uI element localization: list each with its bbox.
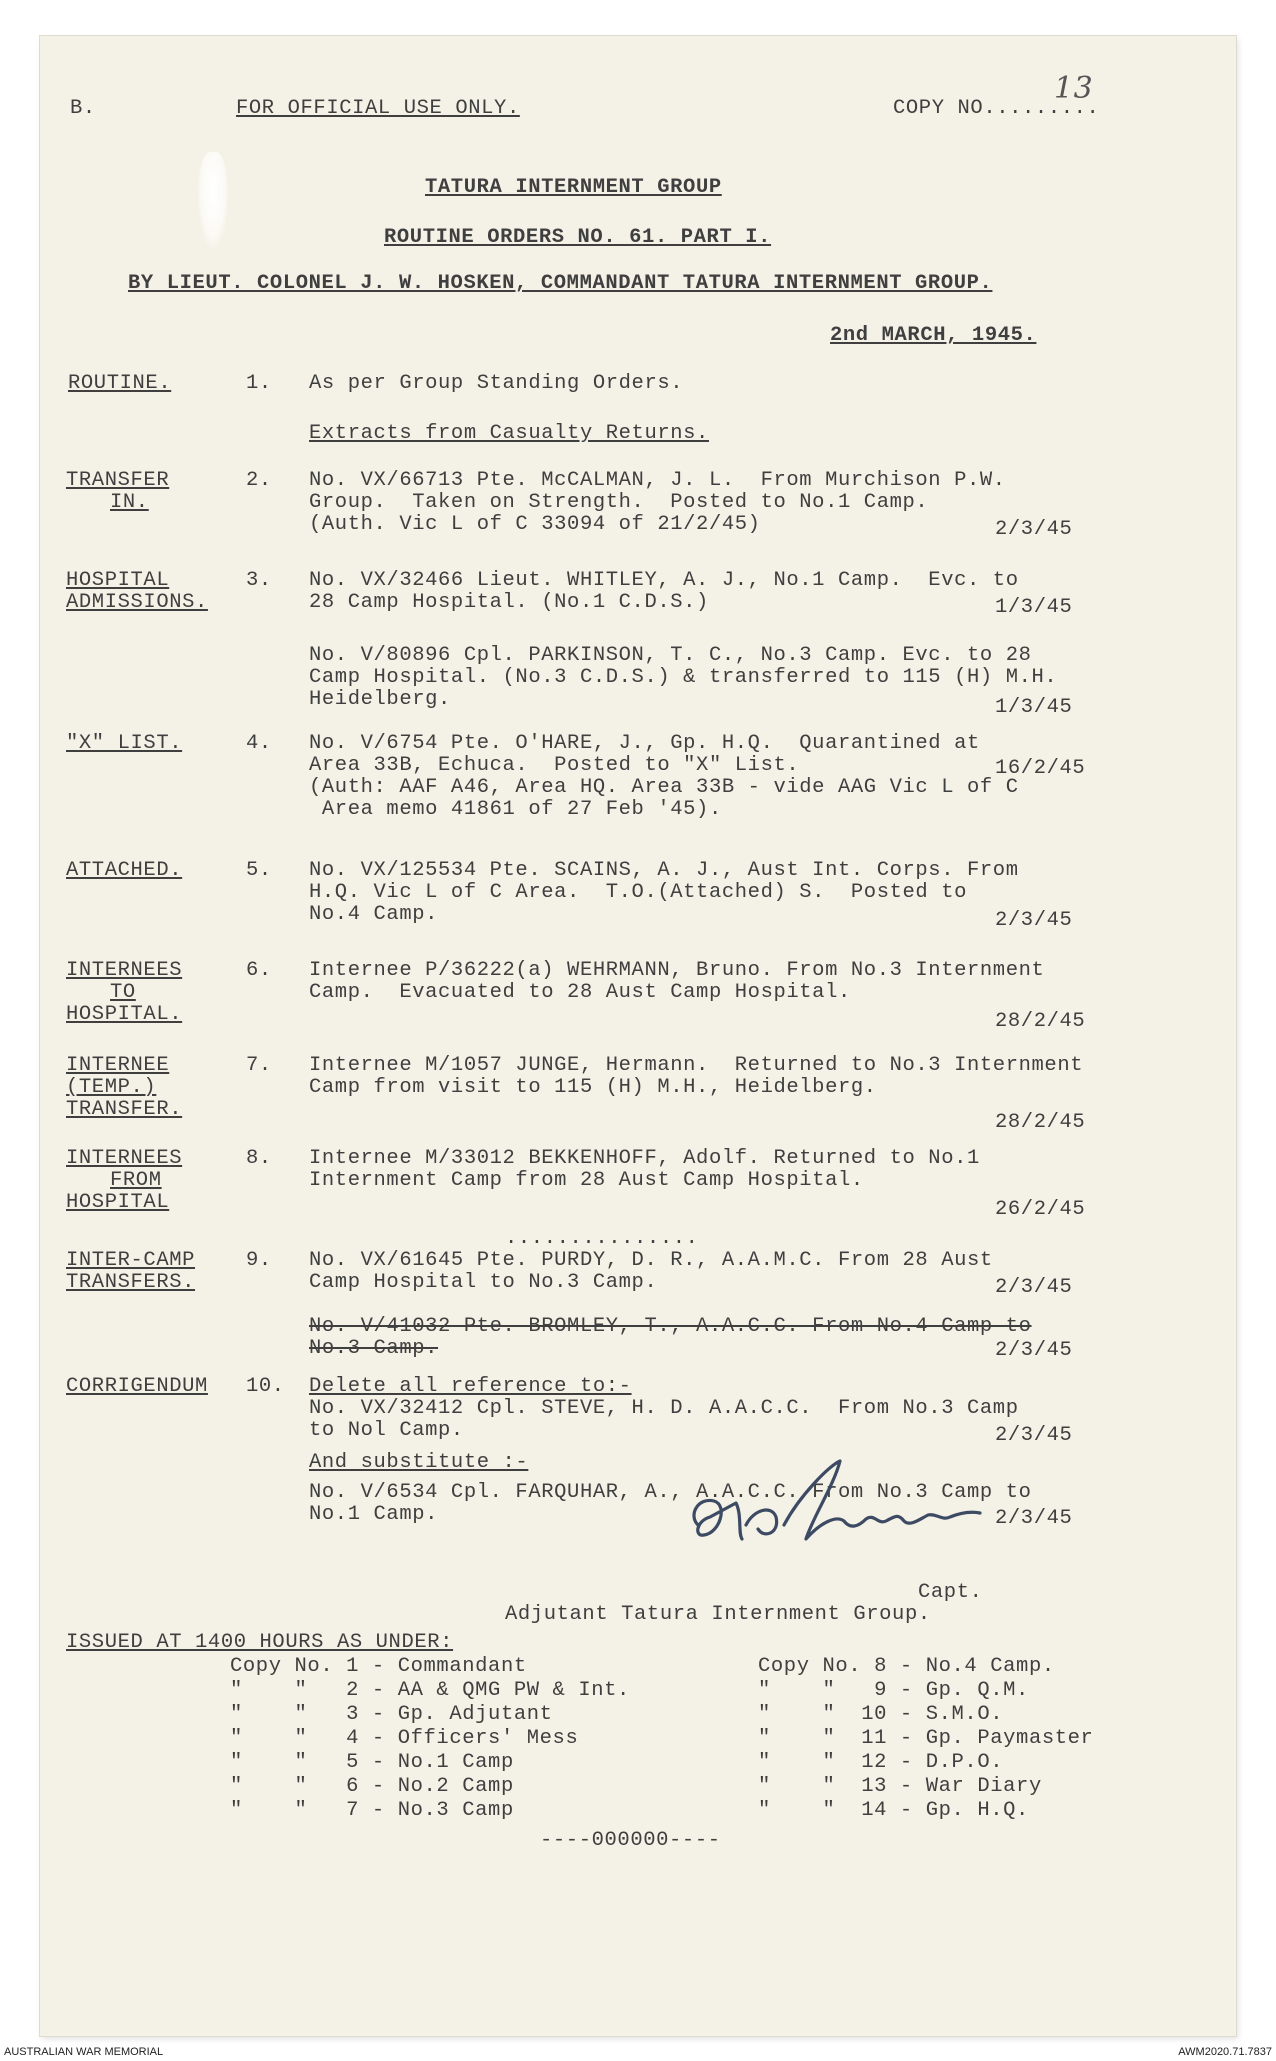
signatory-rank: Capt. bbox=[918, 1581, 983, 1604]
distribution-entry: " " 14 - Gp. H.Q. bbox=[758, 1799, 1029, 1822]
item-date: 28/2/45 bbox=[995, 1010, 1086, 1033]
item-number: 9. bbox=[246, 1249, 272, 1272]
item-date: 2/3/45 bbox=[995, 1424, 1073, 1447]
heading-internees-from-hospital: HOSPITAL bbox=[66, 1191, 170, 1214]
item-date: 2/3/45 bbox=[995, 518, 1073, 541]
distribution-entry: " " 13 - War Diary bbox=[758, 1775, 1042, 1798]
item-line: Camp Hospital. (No.3 C.D.S.) & transferred to 115 (H) M.H. bbox=[309, 666, 1058, 689]
orders-title: ROUTINE ORDERS NO. 61. PART I. bbox=[384, 226, 772, 249]
item-number: 2. bbox=[246, 469, 272, 492]
item-line: No.1 Camp. bbox=[309, 1503, 439, 1526]
heading-transfer-in: TRANSFER bbox=[66, 469, 170, 492]
distribution-entry: " " 2 - AA & QMG PW & Int. bbox=[230, 1679, 630, 1702]
item-line: No. VX/61645 Pte. PURDY, D. R., A.A.M.C. From 28 Aust bbox=[309, 1249, 993, 1272]
item-line: And substitute :- bbox=[309, 1451, 529, 1474]
item-date: 2/3/45 bbox=[995, 909, 1073, 932]
item-line: As per Group Standing Orders. bbox=[309, 372, 684, 395]
item-date: 2/3/45 bbox=[995, 1339, 1073, 1362]
item-date: 2/3/45 bbox=[995, 1507, 1073, 1530]
item-line: No. VX/125534 Pte. SCAINS, A. J., Aust Int. Corps. From bbox=[309, 859, 1019, 882]
item-line: No. VX/66713 Pte. McCALMAN, J. L. From Murchison P.W. bbox=[309, 469, 1006, 492]
heading-internees-to-hospital: HOSPITAL. bbox=[66, 1003, 183, 1026]
heading-internees-to-hospital: TO bbox=[110, 981, 136, 1004]
item-line: Area 33B, Echuca. Posted to "X" List. bbox=[309, 754, 800, 777]
end-mark: ----000000---- bbox=[540, 1829, 721, 1852]
item-line: Camp. Evacuated to 28 Aust Camp Hospital. bbox=[309, 981, 851, 1004]
item-line: No. V/6754 Pte. O'HARE, J., Gp. H.Q. Quarantined at bbox=[309, 732, 980, 755]
footer-archive-name: AUSTRALIAN WAR MEMORIAL bbox=[4, 2046, 164, 2058]
struck-line: No. V/41032 Pte. BROMLEY, T., A.A.C.C. From No.4 Camp to bbox=[309, 1315, 1032, 1338]
item-date: 2/3/45 bbox=[995, 1276, 1073, 1299]
distribution-entry: Copy No. 1 - Commandant bbox=[230, 1655, 527, 1678]
footer-accession-number: AWM2020.71.7837 bbox=[1178, 2046, 1272, 2058]
heading-internee-temp-transfer: INTERNEE bbox=[66, 1054, 170, 1077]
heading-inter-camp-transfers: INTER-CAMP bbox=[66, 1249, 196, 1272]
item-line: Internee P/36222(a) WEHRMANN, Bruno. From No.3 Internment bbox=[309, 959, 1045, 982]
item-line: Internee M/1057 JUNGE, Hermann. Returned to No.3 Internment bbox=[309, 1054, 1084, 1077]
copy-number-label: COPY NO......... bbox=[893, 97, 1100, 120]
item-number: 3. bbox=[246, 569, 272, 592]
distribution-entry: " " 6 - No.2 Camp bbox=[230, 1775, 514, 1798]
distribution-entry: " " 5 - No.1 Camp bbox=[230, 1751, 514, 1774]
heading-routine: ROUTINE. bbox=[68, 372, 172, 395]
distribution-entry: " " 9 - Gp. Q.M. bbox=[758, 1679, 1029, 1702]
heading-hospital-admissions: ADMISSIONS. bbox=[66, 591, 208, 614]
heading-internees-from-hospital: FROM bbox=[110, 1169, 162, 1192]
item-number: 1. bbox=[246, 372, 272, 395]
pin-hole-mark bbox=[198, 152, 228, 248]
item-line: (Auth. Vic L of C 33094 of 21/2/45) bbox=[309, 513, 761, 536]
heading-internees-from-hospital: INTERNEES bbox=[66, 1147, 183, 1170]
document-title: TATURA INTERNMENT GROUP bbox=[425, 176, 722, 199]
copy-number-handwritten: 13 bbox=[1054, 71, 1094, 106]
item-number: 6. bbox=[246, 959, 272, 982]
item-date: 28/2/45 bbox=[995, 1111, 1086, 1134]
item-line: No. V/80896 Cpl. PARKINSON, T. C., No.3 Camp. Evc. to 28 bbox=[309, 644, 1032, 667]
heading-internee-temp-transfer: TRANSFER. bbox=[66, 1098, 183, 1121]
dotted-separator: ............... bbox=[505, 1227, 699, 1250]
item-number: 4. bbox=[246, 732, 272, 755]
item-date: 1/3/45 bbox=[995, 696, 1073, 719]
heading-attached: ATTACHED. bbox=[66, 859, 183, 882]
item-line: Group. Taken on Strength. Posted to No.1 Camp. bbox=[309, 491, 929, 514]
item-line: No.4 Camp. bbox=[309, 903, 439, 926]
item-line: No. VX/32466 Lieut. WHITLEY, A. J., No.1 Camp. Evc. to bbox=[309, 569, 1019, 592]
item-line: Camp from visit to 115 (H) M.H., Heidelberg. bbox=[309, 1076, 877, 1099]
item-line: No. V/6534 Cpl. FARQUHAR, A., A.A.C.C. From No.3 Camp to bbox=[309, 1481, 1032, 1504]
item-line: Internee M/33012 BEKKENHOFF, Adolf. Returned to No.1 bbox=[309, 1147, 980, 1170]
distribution-entry: " " 12 - D.P.O. bbox=[758, 1751, 1004, 1774]
item-date: 16/2/45 bbox=[995, 757, 1086, 780]
classification: FOR OFFICIAL USE ONLY. bbox=[236, 97, 520, 120]
order-date: 2nd MARCH, 1945. bbox=[830, 324, 1037, 347]
by-line: BY LIEUT. COLONEL J. W. HOSKEN, COMMANDANT TATURA INTERNMENT GROUP. bbox=[128, 272, 993, 295]
item-line: to Nol Camp. bbox=[309, 1419, 464, 1442]
item-line: 28 Camp Hospital. (No.1 C.D.S.) bbox=[309, 591, 709, 614]
section-title-casualty-returns: Extracts from Casualty Returns. bbox=[309, 422, 709, 445]
heading-corrigendum: CORRIGENDUM bbox=[66, 1375, 208, 1398]
item-line: No. VX/32412 Cpl. STEVE, H. D. A.A.C.C. From No.3 Camp bbox=[309, 1397, 1019, 1420]
item-line: H.Q. Vic L of C Area. T.O.(Attached) S. Posted to bbox=[309, 881, 968, 904]
item-line: (Auth: AAF A46, Area HQ. Area 33B - vide AAG Vic L of C bbox=[309, 776, 1019, 799]
item-line: Internment Camp from 28 Aust Camp Hospital. bbox=[309, 1169, 864, 1192]
distribution-entry: " " 3 - Gp. Adjutant bbox=[230, 1703, 553, 1726]
distribution-heading: ISSUED AT 1400 HOURS AS UNDER: bbox=[66, 1631, 454, 1654]
heading-transfer-in: IN. bbox=[110, 491, 149, 514]
distribution-entry: " " 4 - Officers' Mess bbox=[230, 1727, 579, 1750]
struck-line: No.3 Camp. bbox=[309, 1337, 439, 1360]
item-number: 5. bbox=[246, 859, 272, 882]
page-marker: B. bbox=[70, 97, 96, 120]
item-line: Delete all reference to:- bbox=[309, 1375, 632, 1398]
distribution-entry: Copy No. 8 - No.4 Camp. bbox=[758, 1655, 1055, 1678]
distribution-entry: " " 11 - Gp. Paymaster bbox=[758, 1727, 1094, 1750]
distribution-entry: " " 7 - No.3 Camp bbox=[230, 1799, 514, 1822]
item-date: 26/2/45 bbox=[995, 1198, 1086, 1221]
item-number: 7. bbox=[246, 1054, 272, 1077]
heading-hospital-admissions: HOSPITAL bbox=[66, 569, 170, 592]
heading-internees-to-hospital: INTERNEES bbox=[66, 959, 183, 982]
item-line: Heidelberg. bbox=[309, 688, 451, 711]
heading-inter-camp-transfers: TRANSFERS. bbox=[66, 1271, 196, 1294]
heading-internee-temp-transfer: (TEMP.) bbox=[66, 1076, 157, 1099]
item-line: Camp Hospital to No.3 Camp. bbox=[309, 1271, 658, 1294]
item-date: 1/3/45 bbox=[995, 596, 1073, 619]
heading-x-list: "X" LIST. bbox=[66, 732, 183, 755]
handwritten-signature bbox=[680, 1455, 1010, 1565]
signatory-role: Adjutant Tatura Internment Group. bbox=[505, 1603, 931, 1626]
item-number: 10. bbox=[246, 1375, 285, 1398]
item-line: Area memo 41861 of 27 Feb '45). bbox=[309, 798, 722, 821]
item-number: 8. bbox=[246, 1147, 272, 1170]
distribution-entry: " " 10 - S.M.O. bbox=[758, 1703, 1004, 1726]
